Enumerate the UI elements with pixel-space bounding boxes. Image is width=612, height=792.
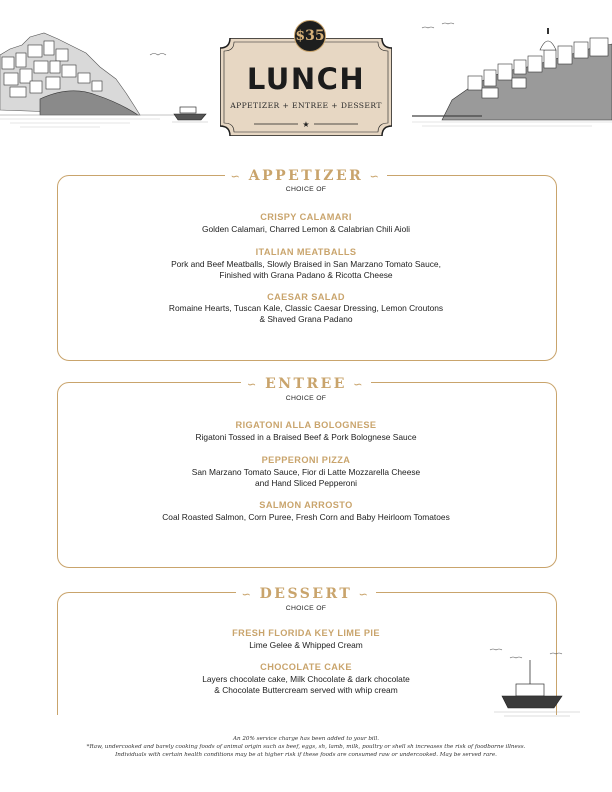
flourish-left-icon: ∽ bbox=[241, 588, 260, 601]
menu-item-description: Layers chocolate cake, Milk Chocolate & dark chocolate bbox=[202, 674, 410, 684]
menu-item-description: Finished with Grana Padano & Ricotta Cheese bbox=[219, 270, 393, 280]
page-title: LUNCH bbox=[246, 62, 366, 96]
flourish-right-icon: ∽ bbox=[352, 588, 371, 601]
menu-item-description: and Hand Sliced Pepperoni bbox=[255, 478, 357, 488]
appetizer-heading bbox=[0, 167, 612, 185]
menu-item-name: PEPPERONI PIZZA bbox=[261, 455, 351, 465]
appetizer-title: APPETIZER bbox=[248, 168, 364, 184]
menu-item-name: ITALIAN MEATBALLS bbox=[255, 247, 357, 257]
menu-item-name: FRESH FLORIDA KEY LIME PIE bbox=[232, 628, 380, 638]
menu-item-description: San Marzano Tomato Sauce, Fior di Latte Mozzarella Cheese bbox=[191, 467, 421, 477]
food-safety-note: *Raw, undercooked and barely cooking foods of animal origin such as beef, eggs, sh, lamb, milk, poultry or shell sh increases the risk of foodborne illness. bbox=[86, 744, 526, 750]
service-charge-note: An 20% service charge has been added to your bill. bbox=[232, 736, 380, 742]
menu-item-description: Lime Gelee & Whipped Cream bbox=[249, 640, 363, 650]
flourish-left-icon: ∽ bbox=[247, 378, 266, 391]
menu-item-name: CRISPY CALAMARI bbox=[260, 212, 352, 222]
menu-item-name: CHOCOLATE CAKE bbox=[260, 662, 352, 672]
menu-item-description: Golden Calamari, Charred Lemon & Calabrian Chili Aioli bbox=[201, 224, 411, 234]
page-subtitle: APPETIZER + ENTREE + DESSERT bbox=[230, 101, 382, 110]
flourish-right-icon: ∽ bbox=[363, 170, 382, 183]
entree-title: ENTREE bbox=[265, 376, 347, 392]
flourish-left-icon: ∽ bbox=[230, 170, 249, 183]
dessert-choice-label: CHOICE OF bbox=[285, 605, 327, 612]
food-safety-note-continued: Individuals with certain health conditions may be at higher risk if these foods are consumed raw or undercooked. May be served rare. bbox=[115, 752, 497, 758]
dessert-heading bbox=[0, 585, 612, 603]
entree-heading bbox=[0, 375, 612, 393]
menu-item-description: Coal Roasted Salmon, Corn Puree, Fresh Corn and Baby Heirloom Tomatoes bbox=[162, 512, 450, 522]
menu-item-name: RIGATONI ALLA BOLOGNESE bbox=[235, 420, 377, 430]
dessert-title: DESSERT bbox=[259, 586, 353, 602]
entree-choice-label: CHOICE OF bbox=[285, 395, 327, 402]
fishing-boat-illustration bbox=[480, 640, 590, 720]
flourish-right-icon: ∽ bbox=[346, 378, 365, 391]
menu-item-description: Rigatoni Tossed in a Braised Beef & Pork Bolognese Sauce bbox=[195, 432, 417, 442]
menu-item-description: Pork and Beef Meatballs, Slowly Braised in San Marzano Tomato Sauce, bbox=[171, 259, 441, 269]
coastal-town-right-illustration bbox=[412, 20, 612, 130]
menu-item-name: SALMON ARROSTO bbox=[259, 500, 353, 510]
menu-item-description: Romaine Hearts, Tuscan Kale, Classic Caesar Dressing, Lemon Croutons bbox=[168, 303, 444, 313]
menu-item-name: CAESAR SALAD bbox=[267, 292, 345, 302]
appetizer-choice-label: CHOICE OF bbox=[285, 186, 327, 193]
coastal-village-left-illustration bbox=[0, 15, 200, 130]
menu-item-description: & Shaved Grana Padano bbox=[259, 314, 353, 324]
boat-illustration-left bbox=[172, 104, 208, 124]
star-icon: ★ bbox=[302, 120, 310, 129]
price-badge: $35 bbox=[294, 20, 326, 52]
menu-item-description: & Chocolate Buttercream served with whip cream bbox=[214, 685, 398, 695]
